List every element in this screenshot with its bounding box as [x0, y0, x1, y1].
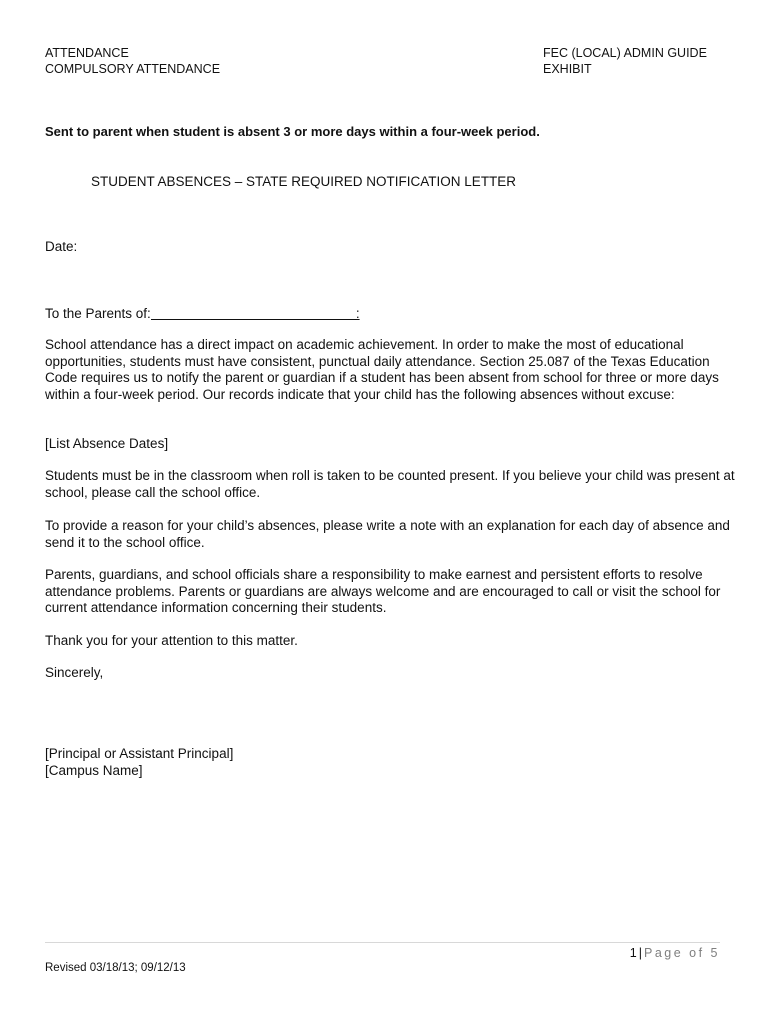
- to-parents-label: To the Parents of:: [45, 306, 151, 321]
- header-subsection-title: COMPULSORY ATTENDANCE: [45, 62, 221, 76]
- page-separator: |: [638, 946, 642, 960]
- footer-divider: [45, 942, 720, 943]
- revision-dates: Revised 03/18/13; 09/12/13: [45, 962, 186, 974]
- to-parents-colon: :: [355, 306, 360, 321]
- paragraph-shared-responsibility: Parents, guardians, and school officials share a responsibility to make earnest and persistent efforts to resolve attendance problems. Parents or guardians are always welcome and are encouraged to call or visit the school for current attendance information concerning their students.: [45, 567, 721, 615]
- header-section-title: ATTENDANCE: [45, 46, 129, 60]
- to-parents-line: [45, 305, 360, 321]
- header-exhibit-label: EXHIBIT: [543, 62, 592, 76]
- letter-title: STUDENT ABSENCES – STATE REQUIRED NOTIFICATION LETTER: [91, 174, 517, 189]
- header-policy-code: FEC (LOCAL) ADMIN GUIDE: [543, 46, 707, 60]
- signature-block: [45, 746, 233, 779]
- paragraph-thank-you: Thank you for your attention to this matter.: [45, 633, 298, 648]
- parent-name-blank: [151, 305, 356, 320]
- page-number: 1: [629, 946, 637, 960]
- intro-instruction: Sent to parent when student is absent 3 or more days within a four-week period.: [45, 124, 540, 139]
- page-of-total: Page of 5: [643, 946, 720, 960]
- header-right: [543, 45, 707, 77]
- signature-campus: [Campus Name]: [45, 762, 143, 778]
- paragraph-attendance-impact: School attendance has a direct impact on academic achievement. In order to make the most of educational opportunities, students must have consistent, punctual daily attendance. Section 25.087 of the Texas Education Code requires us to notify the parent or guardian if a student has been absent from school for three or more days within a four-week period. Our records indicate that your child has the following absences without excuse:: [45, 337, 719, 402]
- paragraph-reason-note: To provide a reason for your child’s absences, please write a note with an explanation for each day of absence and send it to the school office.: [45, 518, 730, 550]
- date-label: Date:: [45, 239, 78, 254]
- closing-sincerely: Sincerely,: [45, 665, 104, 680]
- paragraph-absence-dates: [List Absence Dates]: [45, 436, 169, 451]
- page-number-footer: [630, 946, 720, 960]
- paragraph-roll-call: Students must be in the classroom when roll is taken to be counted present. If you believe your child was present at school, please call the school office.: [45, 468, 735, 500]
- signature-principal: [Principal or Assistant Principal]: [45, 746, 234, 761]
- header-left: [45, 45, 220, 77]
